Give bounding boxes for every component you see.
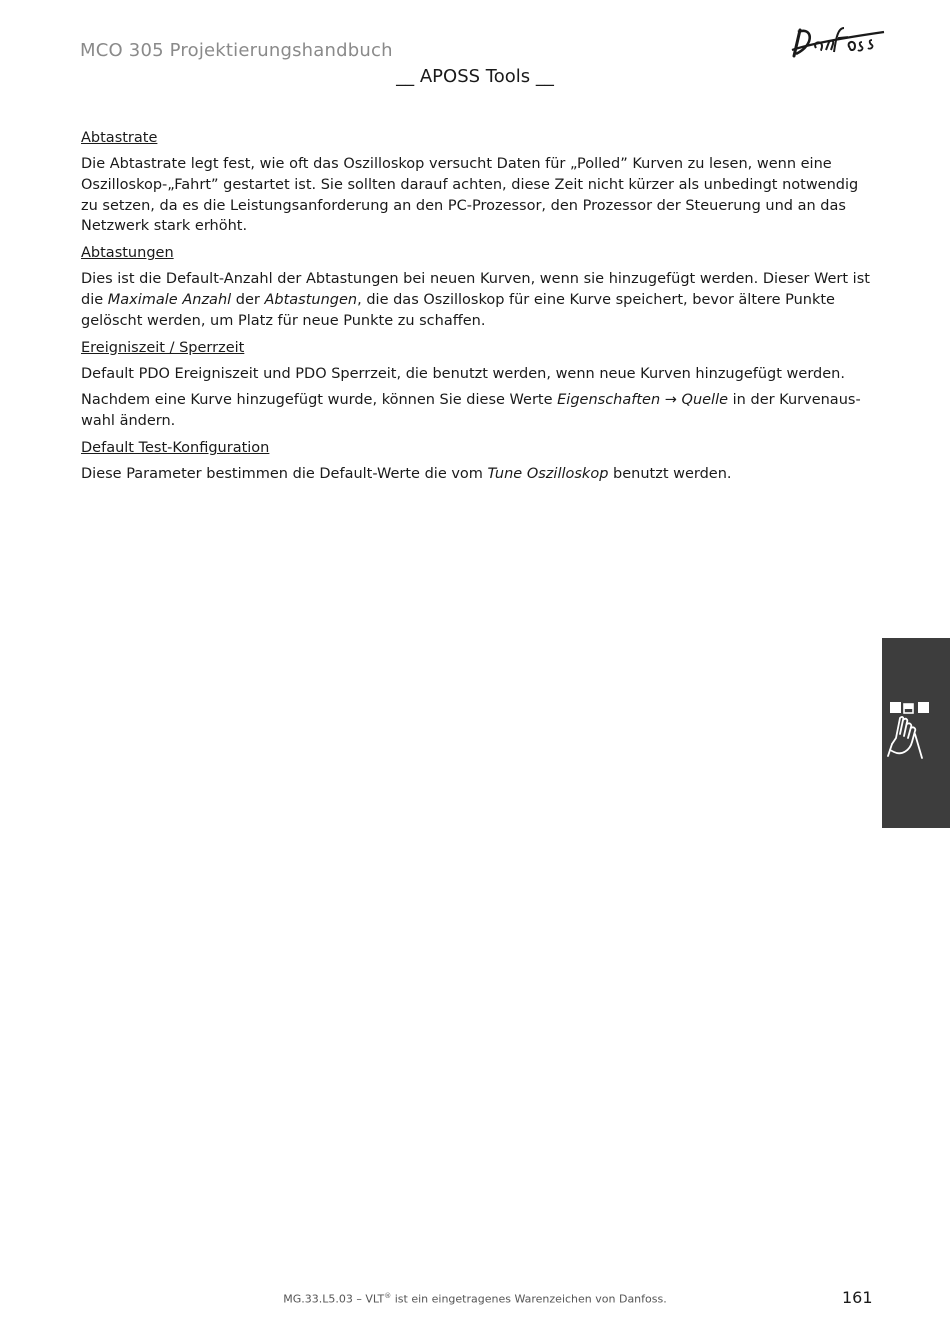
emphasis-text: Quelle [681, 392, 729, 409]
emphasis-text: Eigenschaften [557, 392, 661, 409]
text-run: → [660, 392, 682, 409]
paragraph [81, 364, 871, 385]
text-run: Diese Parameter bestimmen die Default-Werte die vom [81, 465, 488, 482]
text-run: , die das Oszilloskop für eine Kurve speichert, bevor ältere Punkte gelöscht werden, um Platz für neue Punkte zu schaffen. [81, 291, 835, 329]
section-heading: Ereigniszeit / Sperrzeit [81, 339, 245, 356]
text-run: Default PDO Ereigniszeit und PDO Sperrzeit, die benutzt werden, wenn neue Kurven hinzugefügt werden. [81, 365, 845, 382]
text-run: benutzt werden. [608, 465, 732, 482]
footer-trademark [0, 1292, 950, 1306]
text-run: in der Kurvenaus-wahl ändern. [81, 392, 861, 430]
paragraph [81, 269, 871, 331]
chapter-tab [882, 638, 950, 828]
emphasis-text: Maximale Anzahl [107, 291, 232, 308]
paragraph [81, 390, 871, 432]
section-heading: Default Test-Konfiguration [81, 439, 270, 456]
emphasis-text: Abtastungen [264, 291, 358, 308]
document-title: MCO 305 Projektierungshandbuch [80, 40, 393, 61]
hand-pointing-keys-icon [886, 698, 934, 764]
footer-trademark-text: ist ein eingetragenes Warenzeichen von Danfoss. [391, 1292, 667, 1306]
section-title: __ APOSS Tools __ [396, 66, 554, 87]
footer-doc-code: MG.33.L5.03 – VLT [283, 1292, 385, 1306]
section-heading: Abtastrate [81, 130, 158, 146]
emphasis-text: Tune Oszilloskop [487, 465, 609, 482]
text-run: Nachdem eine Kurve hinzugefügt wurde, können Sie diese Werte [81, 392, 558, 409]
text-run: der [231, 291, 265, 308]
document-body [81, 128, 871, 491]
paragraph [81, 464, 871, 485]
section-heading: Abtastungen [81, 245, 174, 262]
page-number: 161 [842, 1288, 873, 1307]
text-run: Die Abtastrate legt fest, wie oft das Oszilloskop versucht Daten für „Polled” Kurven zu lesen, wenn eine Oszilloskop-„Fahrt” gestartet ist. Sie sollten darauf achten, diese Zeit nicht kürzer als unbedingt notwendig zu setzen, da es die Leistungsanforderung an den PC-Prozessor, den Prozessor der Steuerung und an das Netzwerk stark erhöht. [81, 156, 859, 235]
registered-mark: ® [384, 1292, 392, 1300]
text-run: Dies ist die Default-Anzahl der Abtastungen bei neuen Kurven, wenn sie hinzugefügt werden. Dieser Wert ist die [81, 271, 870, 308]
paragraph [81, 154, 871, 237]
danfoss-logo [786, 22, 888, 62]
